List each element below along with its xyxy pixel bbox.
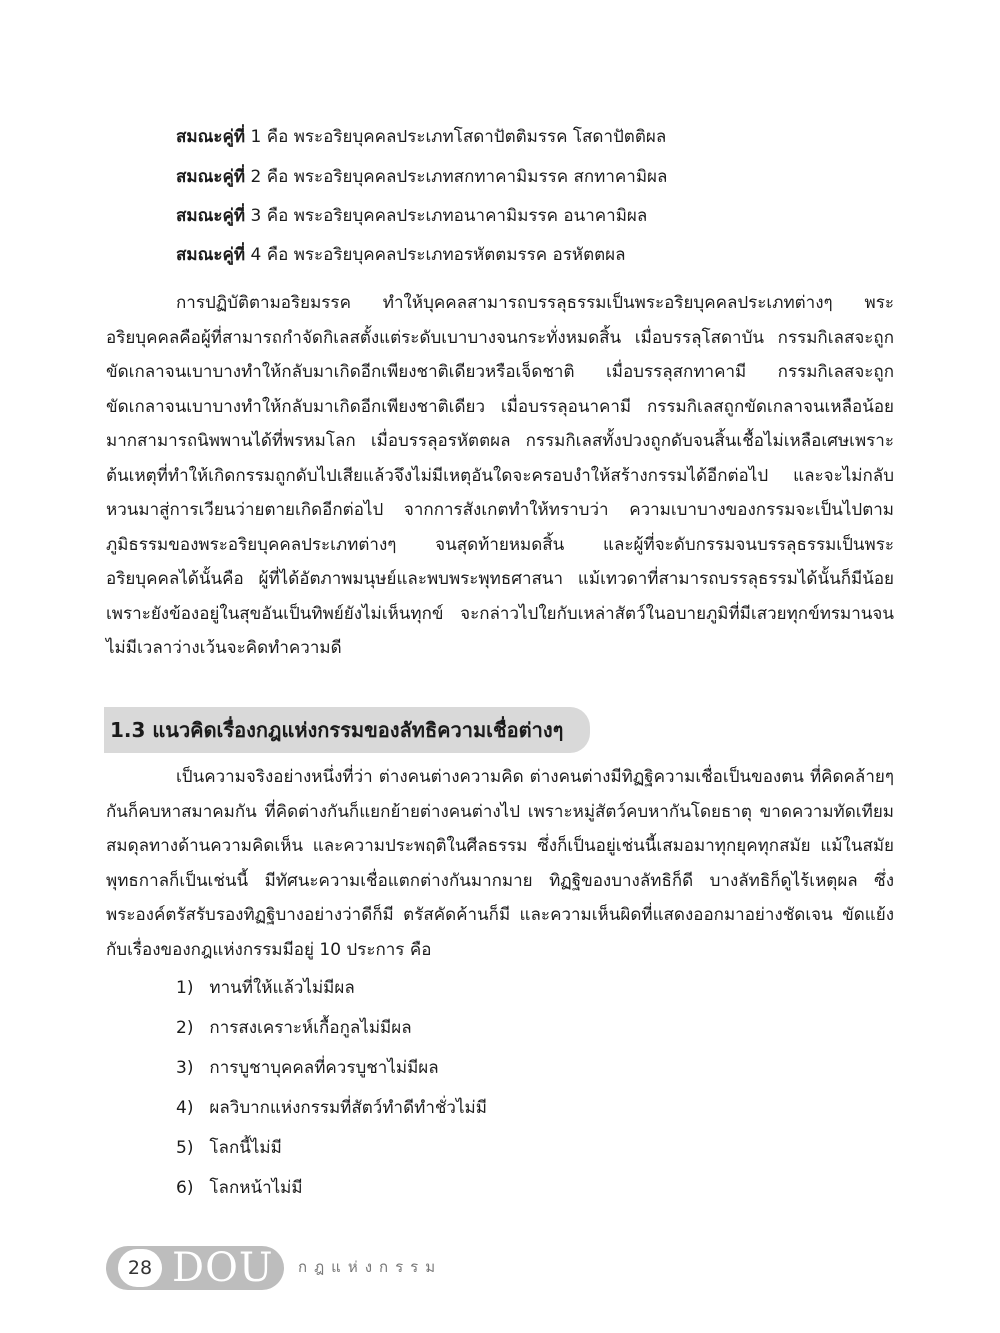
samana-pair-2 <box>176 164 896 190</box>
samana-pair-4 <box>176 242 896 268</box>
list-item-number: 5) <box>176 1138 194 1158</box>
list-item <box>176 1015 776 1055</box>
samana-label: สมณะคู่ที่ <box>176 245 246 265</box>
dou-logo: DOU <box>172 1245 274 1291</box>
list-item <box>176 1095 776 1135</box>
section-heading: 1.3 แนวคิดเรื่องกฎแห่งกรรมของลัทธิความเชื่อต่างๆ <box>110 718 564 742</box>
list-item-text: โลกนี้ไม่มี <box>209 1138 282 1158</box>
samana-pair-3 <box>176 203 896 229</box>
list-item-number: 4) <box>176 1098 194 1118</box>
list-item <box>176 1055 776 1095</box>
body-paragraph-ariya: การปฏิบัติตามอริยมรรค ทำให้บุคคลสามารถบรรลุธรรมเป็นพระอริยบุคคลประเภทต่างๆ พระอริยบุคคลคือผู้ที่สามารถกำจัดกิเลสตั้งแต่ระดับเบาบางจนกระทั่งหมดสิ้น เมื่อบรรลุโสดาบัน กรรมกิเลสจะถูกขัดเกลาจนเบาบางทำให้กลับมาเกิดอีกเพียงชาติเดียวหรือเจ็ดชาติ เมื่อบรรลุสกทาคามี กรรมกิเลสจะถูกขัดเกลาจนเบาบางทำให้กลับมาเกิดอีกเพียงชาติเดียว เมื่อบรรลุอนาคามี กรรมกิเลสถูกขัดเกลาจนเหลือน้อยมากสามารถนิพพานได้ที่พรหมโลก เมื่อบรรลุอรหัตตผล กรรมกิเลสทั้งปวงถูกดับจนสิ้นเชื้อไม่เหลือเศษเพราะต้นเหตุที่ทำให้เกิดกรรมถูกดับไปเสียแล้วจึงไม่มีเหตุอันใดจะครอบงำให้สร้างกรรมได้อีกต่อไป และจะไม่กลับหวนมาสู่การเวียนว่ายตายเกิดอีกต่อไป จากการสังเกตทำให้ทราบว่า ความเบาบางของกรรมจะเป็นไปตามภูมิธรรมของพระอริยบุคคลประเภทต่างๆ จนสุดท้ายหมดสิ้น และผู้ที่จะดับกรรมจนบรรลุธรรมเป็นพระอริยบุคคลได้นั้นคือ ผู้ที่ได้อัตภาพมนุษย์และพบพระพุทธศาสนา แม้เทวดาที่สามารถบรรลุธรรมได้นั้นก็มีน้อยเพราะยังข้องอยู่ในสุขอันเป็นทิพย์ยังไม่เห็นทุกข์ จะกล่าวไปใยกับเหล่าสัตว์ในอบายภูมิที่มีเสวยทุกข์ทรมานจนไม่มีเวลาว่างเว้นจะคิดทำความดี <box>106 293 894 658</box>
samana-number: 2 <box>250 167 262 187</box>
list-item-text: ทานที่ให้แล้วไม่มีผล <box>209 978 355 998</box>
samana-text: คือ พระอริยบุคคลประเภทโสดาปัตติมรรค โสดาปัตติผล <box>266 127 667 147</box>
samana-label: สมณะคู่ที่ <box>176 206 246 226</box>
running-title: กฎแห่งกรรม <box>298 1258 443 1276</box>
samana-pair-1 <box>176 124 896 150</box>
samana-number: 3 <box>250 206 262 226</box>
page-number: 28 <box>118 1249 162 1287</box>
samana-text: คือ พระอริยบุคคลประเภทอนาคามิมรรค อนาคามิผล <box>266 206 648 226</box>
list-item-text: การบูชาบุคคลที่ควรบูชาไม่มีผล <box>209 1058 439 1078</box>
samana-text: คือ พระอริยบุคคลประเภทอรหัตตมรรค อรหัตตผล <box>266 245 626 265</box>
list-item-number: 2) <box>176 1018 194 1038</box>
wrong-views-list <box>176 975 776 1215</box>
list-item-text: การสงเคราะห์เกื้อกูลไม่มีผล <box>209 1018 412 1038</box>
samana-label: สมณะคู่ที่ <box>176 127 246 147</box>
list-item-number: 3) <box>176 1058 194 1078</box>
samana-text: คือ พระอริยบุคคลประเภทสกทาคามิมรรค สกทาคามิผล <box>266 167 668 187</box>
samana-number: 1 <box>250 127 262 147</box>
body-paragraph-beliefs: เป็นความจริงอย่างหนึ่งที่ว่า ต่างคนต่างความคิด ต่างคนต่างมีทิฏฐิความเชื่อเป็นของตน ที่คิดคล้ายๆ กันก็คบหาสมาคมกัน ที่คิดต่างกันก็แยกย้ายต่างคนต่างไป เพราะหมู่สัตว์คบหากันโดยธาตุ ขาดความทัดเทียมสมดุลทางด้านความคิดเห็น และความประพฤติในศีลธรรม ซึ่งก็เป็นอยู่เช่นนี้เสมอมาทุกยุคทุกสมัย แม้ในสมัยพุทธกาลก็เป็นเช่นนี้ มีทัศนะความเชื่อแตกต่างกันมากมาย ทิฏฐิของบางลัทธิก็ดี บางลัทธิก็ดูไร้เหตุผล ซึ่งพระองค์ตรัสรับรองทิฏฐิบางอย่างว่าดีก็มี ตรัสคัดค้านก็มี และความเห็นผิดที่แสดงออกมาอย่างชัดเจน ขัดแย้งกับเรื่องของกฎแห่งกรรมมีอยู่ 10 ประการ คือ <box>106 767 894 960</box>
list-item <box>176 1135 776 1175</box>
list-item-text: ผลวิบากแห่งกรรมที่สัตว์ทำดีทำชั่วไม่มี <box>209 1098 487 1118</box>
list-item <box>176 975 776 1015</box>
list-item <box>176 1175 776 1215</box>
list-item-number: 1) <box>176 978 194 998</box>
samana-label: สมณะคู่ที่ <box>176 167 246 187</box>
list-item-number: 6) <box>176 1178 194 1198</box>
samana-number: 4 <box>250 245 262 265</box>
list-item-text: โลกหน้าไม่มี <box>209 1178 303 1198</box>
